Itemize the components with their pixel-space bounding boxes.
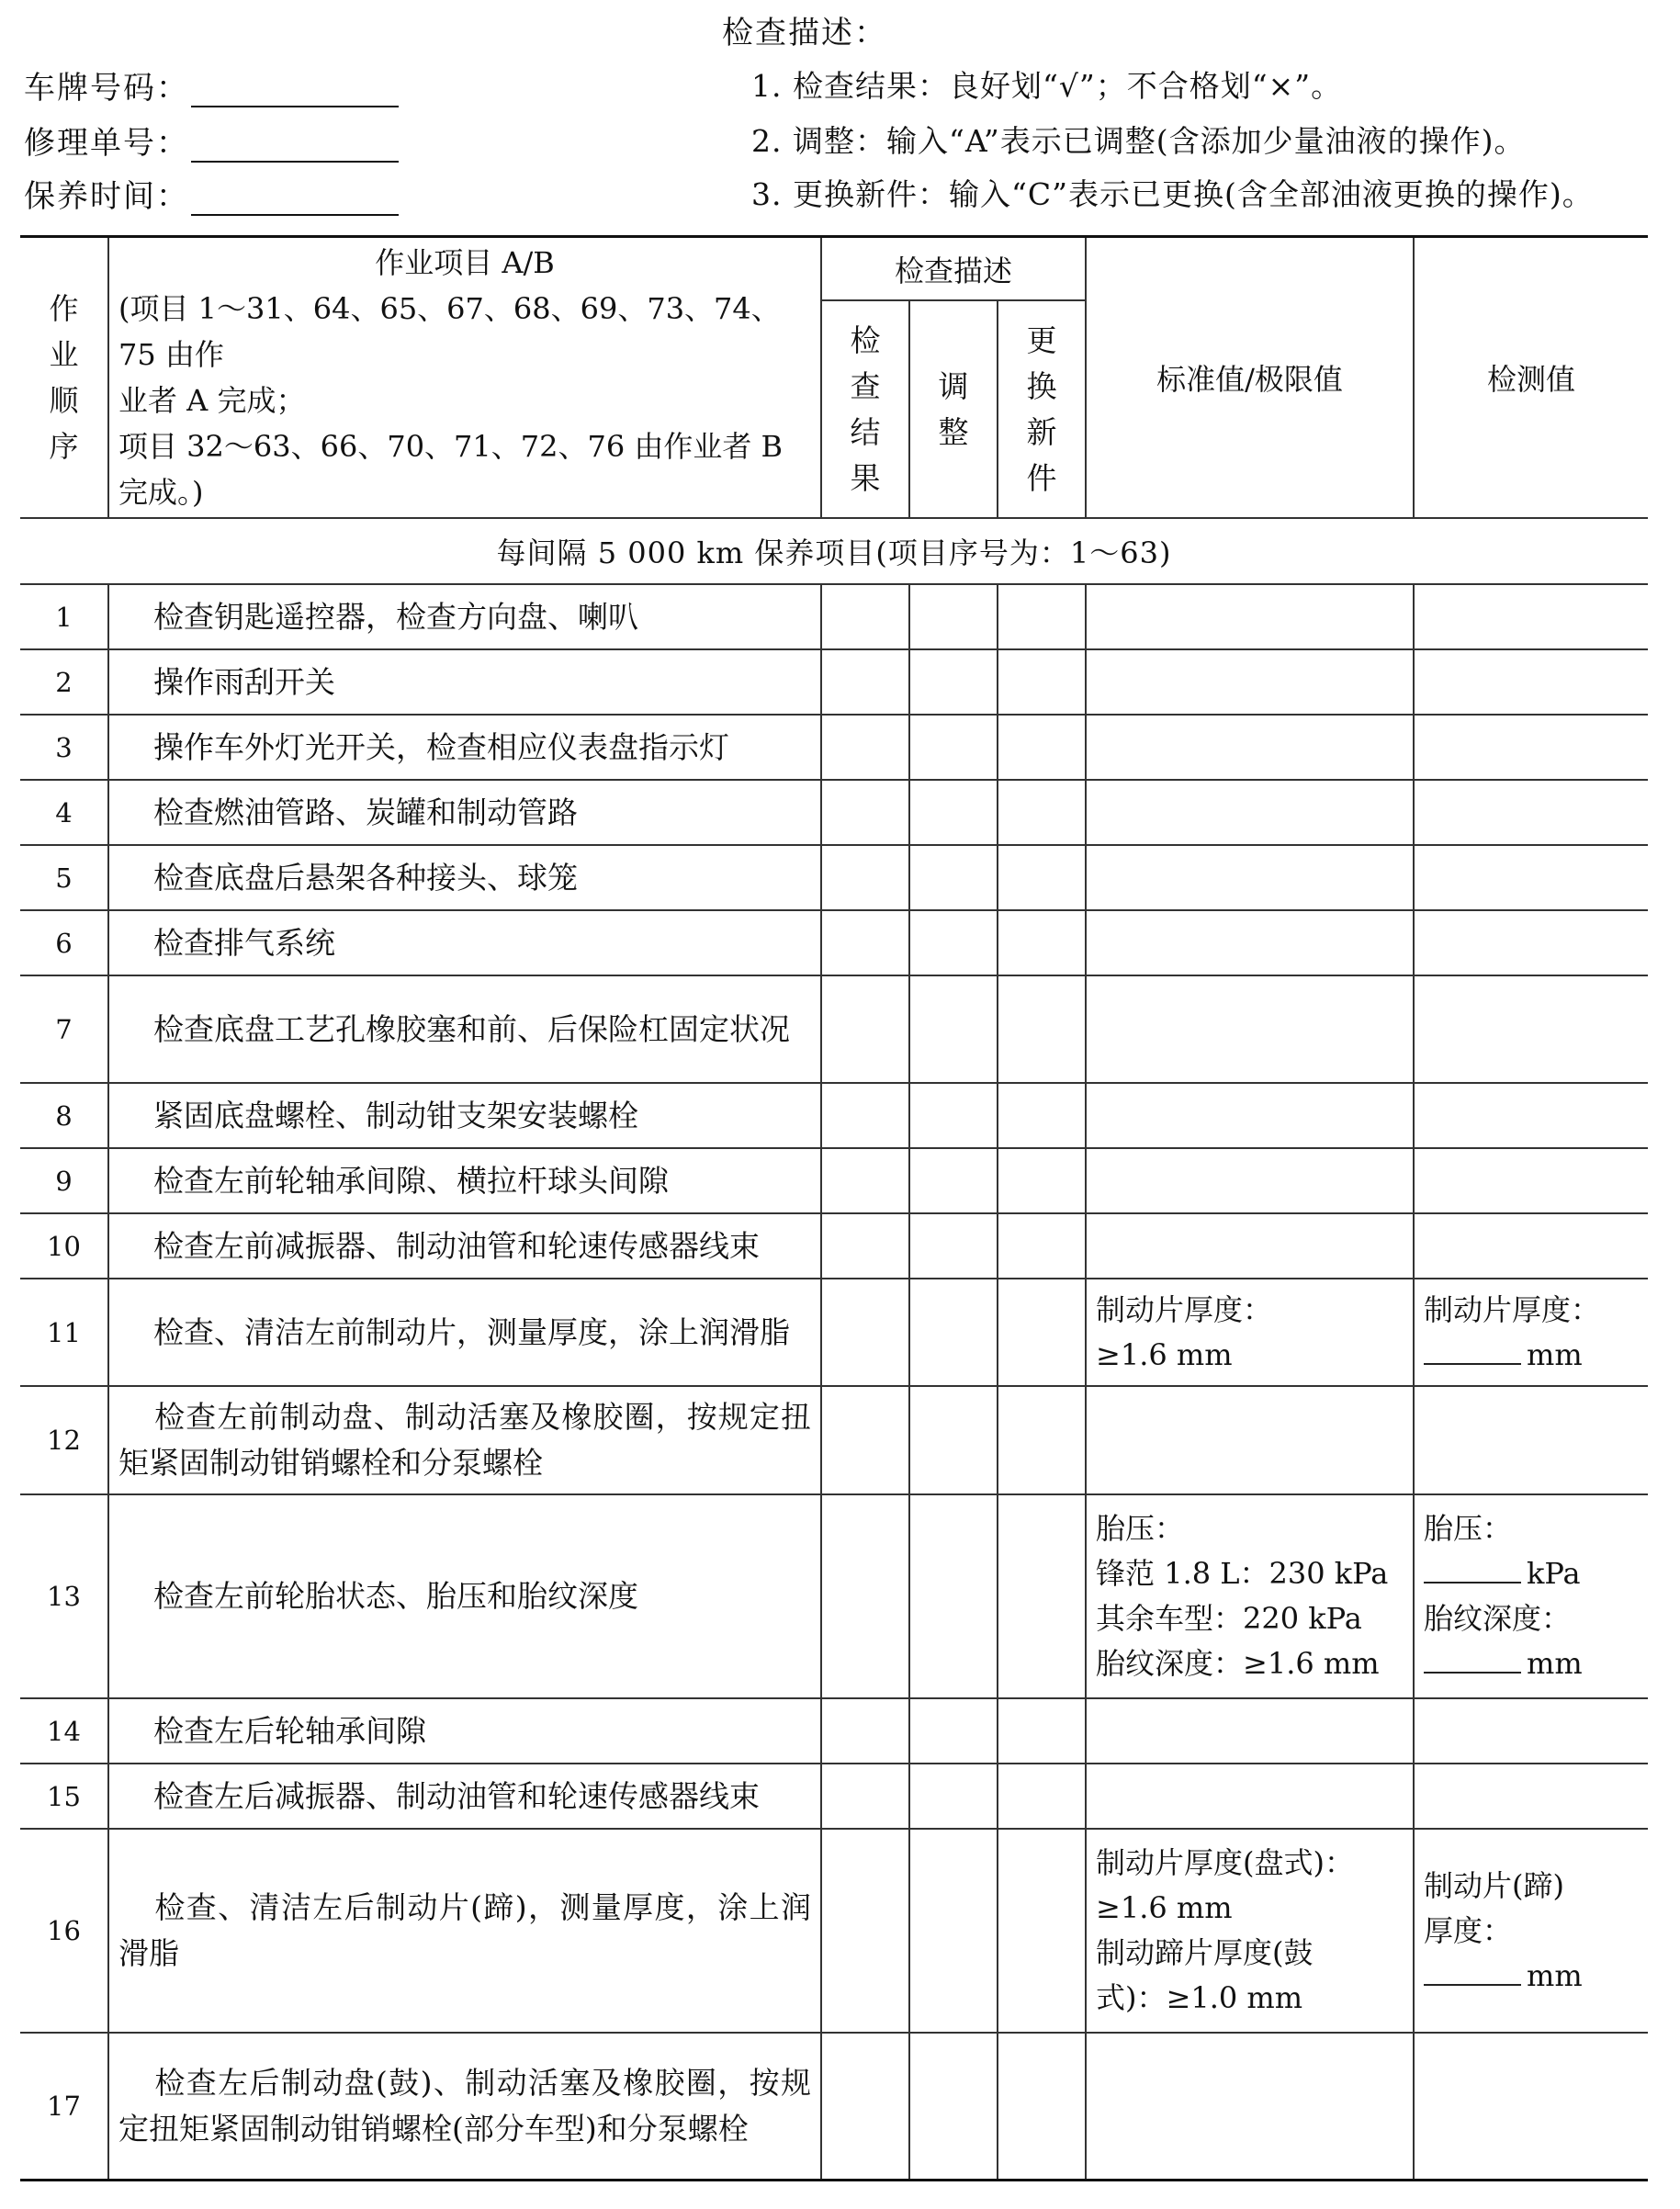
measured-label: 制动片(蹄) xyxy=(1424,1867,1565,1903)
standard-value xyxy=(1086,1764,1414,1829)
table-row xyxy=(20,1494,1648,1698)
blank-line[interactable] xyxy=(1424,1646,1521,1674)
row-number: 8 xyxy=(20,1083,108,1148)
replace-cell[interactable] xyxy=(998,584,1086,649)
row-number: 4 xyxy=(20,780,108,845)
blank-line[interactable] xyxy=(191,78,399,107)
item-text: 检查左前轮轴承间隙、横拉杆球头间隙 xyxy=(153,1162,669,1199)
row-number: 11 xyxy=(20,1279,108,1386)
legend-line-3: 3. 更换新件：输入“C”表示已更换(含全部油液更换的操作)。 xyxy=(751,176,1594,212)
measured-value[interactable] xyxy=(1414,1213,1648,1279)
measured-unit: kPa xyxy=(1527,1556,1581,1591)
replace-cell[interactable] xyxy=(998,2033,1086,2180)
measured-label: 胎纹深度： xyxy=(1424,1601,1572,1636)
header-replace: 更 换 新 件 xyxy=(998,300,1086,518)
item-text: 检查左后减振器、制动油管和轮速传感器线束 xyxy=(153,1777,760,1814)
row-item xyxy=(108,1279,821,1386)
replace-cell[interactable] xyxy=(998,1494,1086,1698)
replace-cell[interactable] xyxy=(998,1213,1086,1279)
table-row xyxy=(20,1148,1648,1213)
blank-line[interactable] xyxy=(1424,1337,1521,1365)
standard-value xyxy=(1086,584,1414,649)
check-result-cell[interactable] xyxy=(821,910,909,975)
blank-line[interactable] xyxy=(1424,1958,1521,1986)
measured-line xyxy=(1424,1909,1639,1954)
header-seq: 作 业 顺 序 xyxy=(20,237,108,519)
check-result-cell[interactable] xyxy=(821,1494,909,1698)
measured-line xyxy=(1424,1288,1639,1333)
check-result-cell[interactable] xyxy=(821,1829,909,2033)
measured-line xyxy=(1424,1333,1639,1378)
measured-label: 制动片厚度： xyxy=(1424,1291,1601,1327)
check-result-cell[interactable] xyxy=(821,649,909,715)
check-result-cell[interactable] xyxy=(821,1213,909,1279)
header-check-result: 检 查 结 果 xyxy=(821,300,909,518)
standard-value xyxy=(1086,1829,1414,2033)
measured-value[interactable] xyxy=(1414,715,1648,780)
table-row xyxy=(20,1083,1648,1148)
measured-line xyxy=(1424,1551,1639,1596)
table-row xyxy=(20,715,1648,780)
standard-value xyxy=(1086,1698,1414,1764)
check-result-cell[interactable] xyxy=(821,975,909,1083)
measured-unit: mm xyxy=(1527,1646,1583,1681)
measured-line xyxy=(1424,1864,1639,1909)
measured-value[interactable] xyxy=(1414,2033,1648,2180)
table-row xyxy=(20,845,1648,910)
replace-cell[interactable] xyxy=(998,1279,1086,1386)
header-item: 作业项目 A/B (项目 1～31、64、65、67、68、69、73、74、75 由作 业者 A 完成； 项目 32～63、66、70、71、72、76 由作业者 B 完成。) xyxy=(108,237,821,519)
maintenance-table xyxy=(20,235,1648,2181)
table-row xyxy=(20,649,1648,715)
row-item xyxy=(108,1213,821,1279)
replace-cell[interactable] xyxy=(998,910,1086,975)
field-label: 保养时间： xyxy=(24,178,189,215)
measured-value[interactable] xyxy=(1414,1494,1648,1698)
row-number: 3 xyxy=(20,715,108,780)
row-number: 7 xyxy=(20,975,108,1083)
table-row xyxy=(20,1386,1648,1494)
item-text: 操作车外灯光开关，检查相应仪表盘指示灯 xyxy=(153,728,729,765)
row-item xyxy=(108,715,821,780)
adjust-cell[interactable] xyxy=(909,649,998,715)
adjust-cell[interactable] xyxy=(909,584,998,649)
check-result-cell[interactable] xyxy=(821,845,909,910)
measured-unit: mm xyxy=(1527,1336,1583,1372)
table-row xyxy=(20,1829,1648,2033)
measured-unit: mm xyxy=(1527,1957,1583,1993)
check-result-cell[interactable] xyxy=(821,2033,909,2180)
check-result-cell[interactable] xyxy=(821,1148,909,1213)
item-text: 检查排气系统 xyxy=(153,924,335,961)
check-result-cell[interactable] xyxy=(821,584,909,649)
row-item xyxy=(108,975,821,1083)
measured-line xyxy=(1424,1641,1639,1686)
standard-line: 胎压： xyxy=(1096,1511,1185,1546)
item-text: 检查底盘工艺孔橡胶塞和前、后保险杠固定状况 xyxy=(153,1010,790,1047)
check-result-cell[interactable] xyxy=(821,1279,909,1386)
header-row xyxy=(20,237,1648,301)
table-row xyxy=(20,975,1648,1083)
measured-value[interactable] xyxy=(1414,1279,1648,1386)
standard-value xyxy=(1086,715,1414,780)
replace-cell[interactable] xyxy=(998,1148,1086,1213)
item-text: 检查左后制动盘(鼓)、制动活塞及橡胶圈，按规定扭矩紧固制动钳销螺栓(部分车型)和分泵螺栓 xyxy=(118,2064,811,2147)
standard-value xyxy=(1086,975,1414,1083)
item-text: 检查底盘后悬架各种接头、球笼 xyxy=(153,859,578,896)
measured-value[interactable] xyxy=(1414,780,1648,845)
standard-value xyxy=(1086,1083,1414,1148)
row-item xyxy=(108,1386,821,1494)
row-item xyxy=(108,1083,821,1148)
measured-value[interactable] xyxy=(1414,1386,1648,1494)
adjust-cell[interactable] xyxy=(909,1494,998,1698)
replace-cell[interactable] xyxy=(998,1829,1086,2033)
header-adjust: 调 整 xyxy=(909,300,998,518)
standard-value xyxy=(1086,649,1414,715)
row-number: 15 xyxy=(20,1764,108,1829)
adjust-cell[interactable] xyxy=(909,910,998,975)
row-item xyxy=(108,845,821,910)
measured-line xyxy=(1424,1954,1639,1999)
standard-value xyxy=(1086,780,1414,845)
header-check-group: 检查描述 xyxy=(821,237,1086,301)
item-text: 检查左后轮轴承间隙 xyxy=(153,1712,426,1749)
standard-value xyxy=(1086,910,1414,975)
adjust-cell[interactable] xyxy=(909,2033,998,2180)
row-item xyxy=(108,584,821,649)
standard-line: 锋范 1.8 L：230 kPa xyxy=(1096,1556,1389,1591)
replace-cell[interactable] xyxy=(998,975,1086,1083)
blank-line[interactable] xyxy=(1424,1556,1521,1583)
check-result-cell[interactable] xyxy=(821,1083,909,1148)
table-row xyxy=(20,1698,1648,1764)
item-text: 紧固底盘螺栓、制动钳支架安装螺栓 xyxy=(153,1097,638,1133)
row-number: 6 xyxy=(20,910,108,975)
standard-value xyxy=(1086,845,1414,910)
replace-cell[interactable] xyxy=(998,649,1086,715)
replace-cell[interactable] xyxy=(998,1764,1086,1829)
row-number: 9 xyxy=(20,1148,108,1213)
row-item xyxy=(108,2033,821,2180)
table-row xyxy=(20,2033,1648,2180)
adjust-cell[interactable] xyxy=(909,1213,998,1279)
row-item xyxy=(108,649,821,715)
adjust-cell[interactable] xyxy=(909,1279,998,1386)
row-item xyxy=(108,780,821,845)
repair-order-field[interactable] xyxy=(24,118,399,163)
measured-value[interactable] xyxy=(1414,649,1648,715)
row-number: 14 xyxy=(20,1698,108,1764)
row-item xyxy=(108,1148,821,1213)
adjust-cell[interactable] xyxy=(909,780,998,845)
replace-cell[interactable] xyxy=(998,845,1086,910)
measured-label: 胎压： xyxy=(1424,1511,1513,1546)
section-row xyxy=(20,518,1648,584)
row-item xyxy=(108,1494,821,1698)
adjust-cell[interactable] xyxy=(909,1698,998,1764)
field-label: 车牌号码： xyxy=(24,70,189,107)
standard-line: 胎纹深度：≥1.6 mm xyxy=(1096,1646,1380,1681)
item-text: 检查燃油管路、炭罐和制动管路 xyxy=(153,794,578,830)
measured-value[interactable] xyxy=(1414,975,1648,1083)
item-text: 检查左前减振器、制动油管和轮速传感器线束 xyxy=(153,1227,760,1264)
field-label: 修理单号： xyxy=(24,125,189,162)
standard-value xyxy=(1086,1494,1414,1698)
replace-cell[interactable] xyxy=(998,780,1086,845)
check-result-cell[interactable] xyxy=(821,1386,909,1494)
measured-value[interactable] xyxy=(1414,910,1648,975)
standard-value xyxy=(1086,2033,1414,2180)
row-item xyxy=(108,1764,821,1829)
measured-value[interactable] xyxy=(1414,1083,1648,1148)
standard-line: ≥1.6 mm xyxy=(1096,1336,1233,1372)
row-number: 17 xyxy=(20,2033,108,2180)
item-text: 操作雨刮开关 xyxy=(153,663,335,700)
measured-value[interactable] xyxy=(1414,1698,1648,1764)
row-number: 13 xyxy=(20,1494,108,1698)
replace-cell[interactable] xyxy=(998,1386,1086,1494)
row-item xyxy=(108,910,821,975)
check-result-cell[interactable] xyxy=(821,1698,909,1764)
plate-number-field[interactable] xyxy=(24,62,399,107)
legend-line-2: 2. 调整：输入“A”表示已调整(含添加少量油液的操作)。 xyxy=(751,123,1526,159)
measured-value[interactable] xyxy=(1414,1764,1648,1829)
standard-value xyxy=(1086,1386,1414,1494)
standard-value xyxy=(1086,1279,1414,1386)
item-text: 检查钥匙遥控器，检查方向盘、喇叭 xyxy=(153,598,638,635)
check-result-cell[interactable] xyxy=(821,1764,909,1829)
standard-line: 制动蹄片厚度(鼓 xyxy=(1096,1935,1314,1970)
table-row xyxy=(20,780,1648,845)
maintenance-time-field[interactable] xyxy=(24,171,399,216)
standard-value xyxy=(1086,1148,1414,1213)
page-heading: 检查描述： xyxy=(722,15,887,51)
standard-line: ≥1.6 mm xyxy=(1096,1890,1233,1925)
check-result-cell[interactable] xyxy=(821,780,909,845)
table-row xyxy=(20,584,1648,649)
blank-line[interactable] xyxy=(191,133,399,163)
measured-value[interactable] xyxy=(1414,1829,1648,2033)
header-measured: 检测值 xyxy=(1414,237,1648,519)
blank-line[interactable] xyxy=(191,186,399,216)
item-text: 检查、清洁左后制动片(蹄)，测量厚度，涂上润滑脂 xyxy=(118,1889,811,1971)
adjust-cell[interactable] xyxy=(909,715,998,780)
adjust-cell[interactable] xyxy=(909,1148,998,1213)
adjust-cell[interactable] xyxy=(909,1829,998,2033)
replace-cell[interactable] xyxy=(998,1698,1086,1764)
row-item xyxy=(108,1829,821,2033)
standard-line: 式)：≥1.0 mm xyxy=(1096,1980,1303,2015)
adjust-cell[interactable] xyxy=(909,1764,998,1829)
legend-line-1: 1. 检查结果：良好划“√”；不合格划“×”。 xyxy=(751,68,1343,104)
measured-line xyxy=(1424,1596,1639,1641)
row-number: 10 xyxy=(20,1213,108,1279)
item-text: 检查、清洁左前制动片，测量厚度，涂上润滑脂 xyxy=(153,1313,790,1350)
adjust-cell[interactable] xyxy=(909,845,998,910)
section-title: 每间隔 5 000 km 保养项目(项目序号为：1～63) xyxy=(20,518,1648,584)
row-number: 12 xyxy=(20,1386,108,1494)
standard-line: 制动片厚度(盘式)： xyxy=(1096,1845,1355,1880)
adjust-cell[interactable] xyxy=(909,975,998,1083)
header-standard: 标准值/极限值 xyxy=(1086,237,1414,519)
replace-cell[interactable] xyxy=(998,1083,1086,1148)
measured-value[interactable] xyxy=(1414,584,1648,649)
measured-value[interactable] xyxy=(1414,845,1648,910)
adjust-cell[interactable] xyxy=(909,1386,998,1494)
row-item xyxy=(108,1698,821,1764)
table-row xyxy=(20,910,1648,975)
row-number: 2 xyxy=(20,649,108,715)
row-number: 5 xyxy=(20,845,108,910)
table-row xyxy=(20,1279,1648,1386)
item-text: 检查左前制动盘、制动活塞及橡胶圈，按规定扭矩紧固制动钳销螺栓和分泵螺栓 xyxy=(118,1399,811,1481)
standard-line: 其余车型：220 kPa xyxy=(1096,1601,1362,1636)
check-result-cell[interactable] xyxy=(821,715,909,780)
measured-value[interactable] xyxy=(1414,1148,1648,1213)
replace-cell[interactable] xyxy=(998,715,1086,780)
item-text: 检查左前轮胎状态、胎压和胎纹深度 xyxy=(153,1578,638,1614)
row-number: 1 xyxy=(20,584,108,649)
measured-label: 厚度： xyxy=(1424,1912,1513,1948)
row-number: 16 xyxy=(20,1829,108,2033)
table-row xyxy=(20,1764,1648,1829)
standard-line: 制动片厚度： xyxy=(1096,1291,1273,1327)
adjust-cell[interactable] xyxy=(909,1083,998,1148)
table-row xyxy=(20,1213,1648,1279)
standard-value xyxy=(1086,1213,1414,1279)
measured-line xyxy=(1424,1506,1639,1551)
